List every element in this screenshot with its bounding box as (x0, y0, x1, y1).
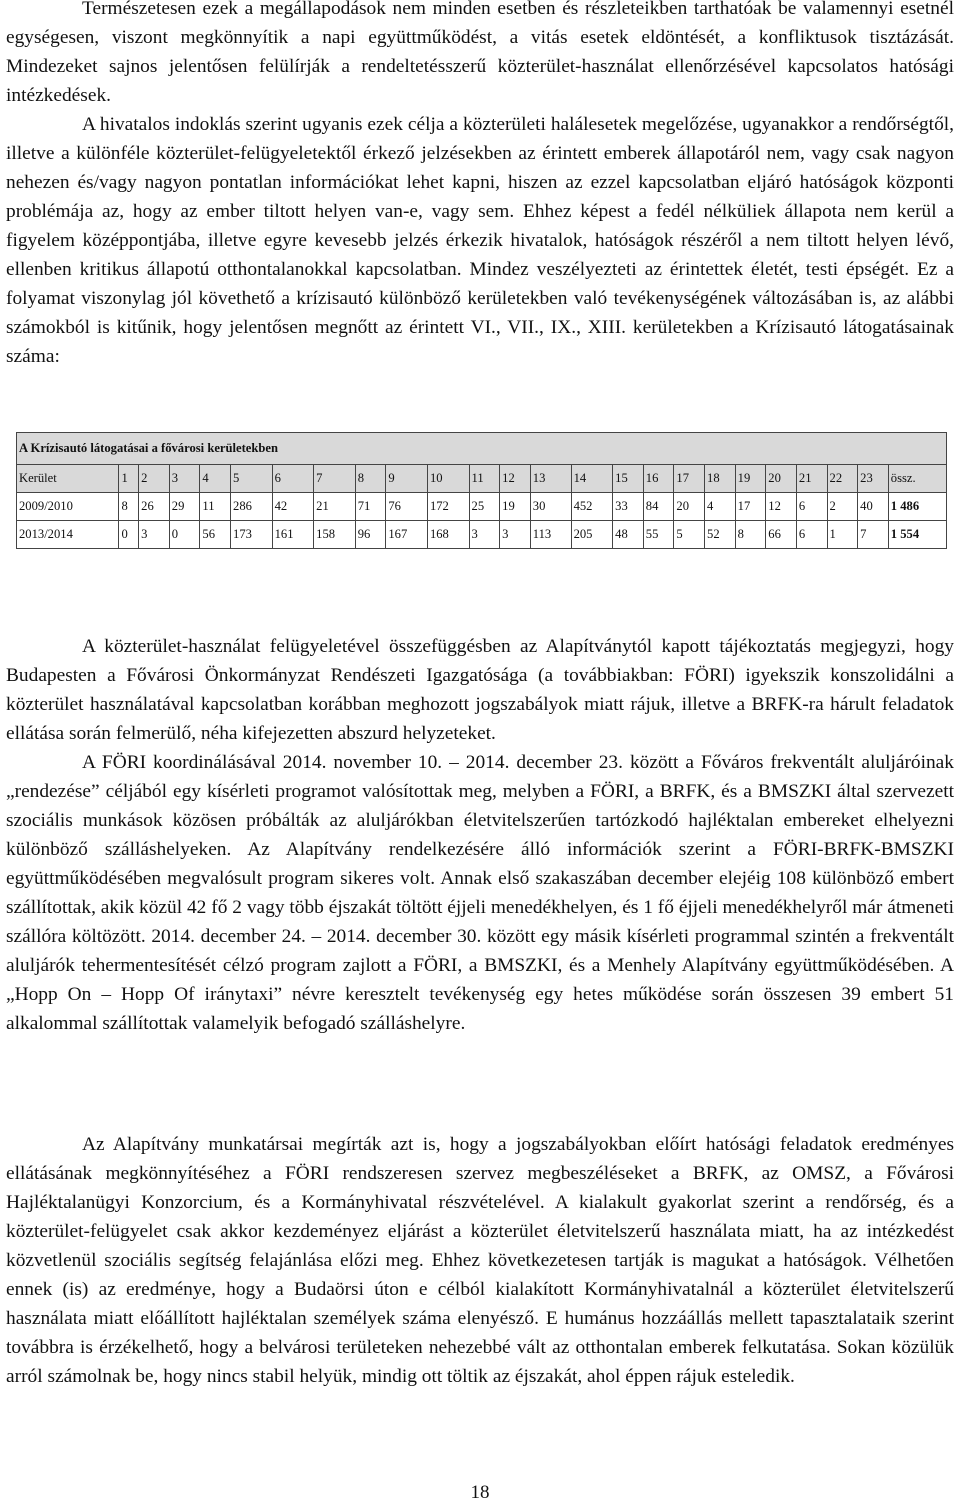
table-cell: 33 (613, 493, 644, 521)
public-space-text: A közterület-használat felügyeletével összefüggésben az Alapítványtól kapott tájékoztatás megjegyzi, hogy Budapesten a Fővárosi Önkormányzat Rendészeti Igazgatósága (a továbbiakban: FÖRI) igyekszik konszolidálni a közterület használatával kapcsolatban korábban meghozott jogszabályok miatt rájuk, illetve a BRFK-ra hárult feladatok ellátása során felmerülő, néha kifejezetten abszurd helyzeteket. (6, 636, 954, 744)
district-header: 19 (735, 465, 766, 493)
table-cell: 8 (119, 493, 139, 521)
intro-text: Természetesen ezek a megállapodások nem minden esetben és részleteikben tarthatóak be valamennyi esetnél egységesen, viszont megkönnyítik a napi együttműködést, a vitás esetek eldöntését, a konfliktusok tisztázását. Mindezeket sajnos jelentősen felülírják a rendeltetésszerű közterület-használat ellenőrzésével kapcsolatos hatósági intézkedések. (6, 0, 954, 106)
table-caption-row (17, 433, 947, 465)
table-cell: 71 (355, 493, 386, 521)
public-space-paragraph (6, 632, 954, 1038)
row-label: 2009/2010 (17, 493, 119, 521)
table-cell: 12 (766, 493, 797, 521)
district-header: 14 (571, 465, 613, 493)
district-header: 17 (674, 465, 705, 493)
table-cell: 56 (200, 521, 231, 549)
table-cell: 3 (500, 521, 531, 549)
crisis-car-visits-table (16, 432, 947, 549)
page-number: 18 (470, 1482, 490, 1503)
table-cell: 52 (705, 521, 736, 549)
table-cell: 76 (386, 493, 428, 521)
fori-program-text: A FÖRI koordinálásával 2014. november 10. – 2014. december 23. között a Főváros frekventált aluljáróinak „rendezése” céljából egy kísérleti programot valósítottak meg, melyben a FÖRI, a BRFK, és a BMSZKI által szervezett szociális munkások közösen próbálták az aluljárókban életvitelszerűen tartózkodó hajléktalan embereket elhelyezni különböző szálláshelyeken. Az Alapítvány rendelkezésére álló információk szerint a FÖRI-BRFK-BMSZKI együttműködésében megvalósult program sikeres volt. Annak első szakaszában december elejéig 108 különböző embert szállítottak, akik közül 42 fő 2 vagy több éjszakát töltött éjjeli menedékhelyen, és 1 fő éjjeli menedékhelyről már átmeneti szállóra költözött. 2014. december 24. – 2014. december 30. között egy másik kísérleti programmal szintén a frekventált aluljárók tehermentesítését célzó program zajlott a FÖRI, a BMSZKI, és a Menhely Alapítvány együttműködésében. A „Hopp On – Hopp Of iránytaxi” névre keresztelt tevékenység egy hetes működése során összesen 39 embert 51 alkalommal szállítottak valamelyik befogadó szálláshelyre. (6, 752, 954, 1034)
row-total: 1 554 (888, 521, 946, 549)
district-header: 6 (272, 465, 314, 493)
row-total: 1 486 (888, 493, 946, 521)
table-cell: 2 (827, 493, 858, 521)
district-header: 8 (355, 465, 386, 493)
table-cell: 7 (858, 521, 889, 549)
table-cell: 48 (613, 521, 644, 549)
total-header: össz. (888, 465, 946, 493)
table-cell: 286 (231, 493, 273, 521)
table-cell: 20 (674, 493, 705, 521)
table-cell: 6 (796, 493, 827, 521)
table-cell: 205 (571, 521, 613, 549)
intro-paragraph (6, 0, 954, 371)
table-cell: 30 (530, 493, 571, 521)
table-row (17, 493, 947, 521)
district-header: 7 (314, 465, 356, 493)
district-header: 9 (386, 465, 428, 493)
table-cell: 3 (139, 521, 170, 549)
table-cell: 1 (827, 521, 858, 549)
district-header: 18 (705, 465, 736, 493)
table-cell: 29 (169, 493, 200, 521)
table-cell: 158 (314, 521, 356, 549)
table-cell: 173 (231, 521, 273, 549)
district-header: 16 (643, 465, 674, 493)
table-cell: 19 (500, 493, 531, 521)
table-cell: 11 (200, 493, 231, 521)
table-cell: 55 (643, 521, 674, 549)
district-header: 21 (796, 465, 827, 493)
table-cell: 5 (674, 521, 705, 549)
district-header: 10 (427, 465, 469, 493)
district-header: 2 (139, 465, 170, 493)
header-label: Kerület (17, 465, 119, 493)
district-header: 3 (169, 465, 200, 493)
table-row (17, 521, 947, 549)
table-cell: 4 (705, 493, 736, 521)
table-cell: 21 (314, 493, 356, 521)
table-cell: 25 (469, 493, 500, 521)
table-cell: 42 (272, 493, 314, 521)
district-header: 1 (119, 465, 139, 493)
official-justification-text: A hivatalos indoklás szerint ugyanis ezek célja a közterületi halálesetek megelőzése, ugyanakkor a rendőrségtől, illetve a különféle közterület-felügyeletektől érkező jelzésekben az érintett emberek állapotáról nem, vagy csak nagyon nehezen és/vagy nagyon pontatlan információkat lehet kapni, hiszen az ezzel kapcsolatban eljáró hatóságok központi problémája az, hogy az ember tiltott helyen van-e, vagy sem. Ehhez képest a fedél nélküliek állapota nem kerül a figyelem középpontjába, illetve egyre kevesebb jelzés érkezik hivatalok, hatóságok részéről a nem tiltott helyen lévő, ellenben kritikus állapotú otthontalanokkal kapcsolatban. Mindez veszélyezteti az érintettek életét, testi épségét. Ez a folyamat viszonylag jól követhető a krízisautó különböző kerületekben való tevékenységének változásában is, az alábbi számokból is kitűnik, hogy jelentősen megnőtt az érintett VI., VII., IX., XIII. kerületekben a Krízisautó látogatásainak száma: (6, 114, 954, 367)
table-cell: 6 (796, 521, 827, 549)
district-header: 11 (469, 465, 500, 493)
table-cell: 0 (119, 521, 139, 549)
table-cell: 161 (272, 521, 314, 549)
district-header: 12 (500, 465, 531, 493)
table-cell: 40 (858, 493, 889, 521)
table-cell: 84 (643, 493, 674, 521)
district-header: 15 (613, 465, 644, 493)
district-header: 20 (766, 465, 797, 493)
table-cell: 96 (355, 521, 386, 549)
table-cell: 26 (139, 493, 170, 521)
table-cell: 8 (735, 521, 766, 549)
district-header: 4 (200, 465, 231, 493)
table-cell: 452 (571, 493, 613, 521)
district-header: 13 (530, 465, 571, 493)
row-label: 2013/2014 (17, 521, 119, 549)
district-header: 22 (827, 465, 858, 493)
table-cell: 17 (735, 493, 766, 521)
table-cell: 66 (766, 521, 797, 549)
table-caption: A Krízisautó látogatásai a fővárosi kerületekben (17, 433, 947, 465)
table-header-row (17, 465, 947, 493)
table-cell: 3 (469, 521, 500, 549)
table-cell: 172 (427, 493, 469, 521)
district-header: 5 (231, 465, 273, 493)
table-cell: 168 (427, 521, 469, 549)
table-cell: 167 (386, 521, 428, 549)
table-cell: 113 (530, 521, 571, 549)
table-cell: 0 (169, 521, 200, 549)
foundation-staff-paragraph: Az Alapítvány munkatársai megírták azt is, hogy a jogszabályokban előírt hatósági feladatok eredményes ellátásának megkönnyítéséhez a FÖRI rendszeresen szervez megbeszéléseket a BRFK, az OMSZ, a Fővárosi Hajléktalanügyi Konzorcium, és a Kormányhivatal részvételével. A kialakult gyakorlat szerint a rendőrség, és a közterület-felügyelet csak akkor kezdeményez eljárást a közterület életvitelszerű használata miatt, ha az intézkedést közvetlenül szociális segítség felajánlása előzi meg. Ehhez következetesen tartják is magukat a hatóságok. Vélhetően ennek (is) az eredménye, hogy a Budaörsi úton e célból kialakított Kormányhivatalnál a közterület életvitelszerű használata miatt előállított hajléktalan személyek száma elenyésző. E humánus hozzáállás mellett tapasztalataik szerint továbbra is érzékelhető, hogy a belvárosi területeken nehezebbé vált az otthontalan emberek felkutatása. Sokan közülük arról számolnak be, hogy nincs stabil helyük, mindig ott töltik az éjszakát, ahol éppen rájuk esteledik. (6, 1134, 954, 1387)
district-header: 23 (858, 465, 889, 493)
